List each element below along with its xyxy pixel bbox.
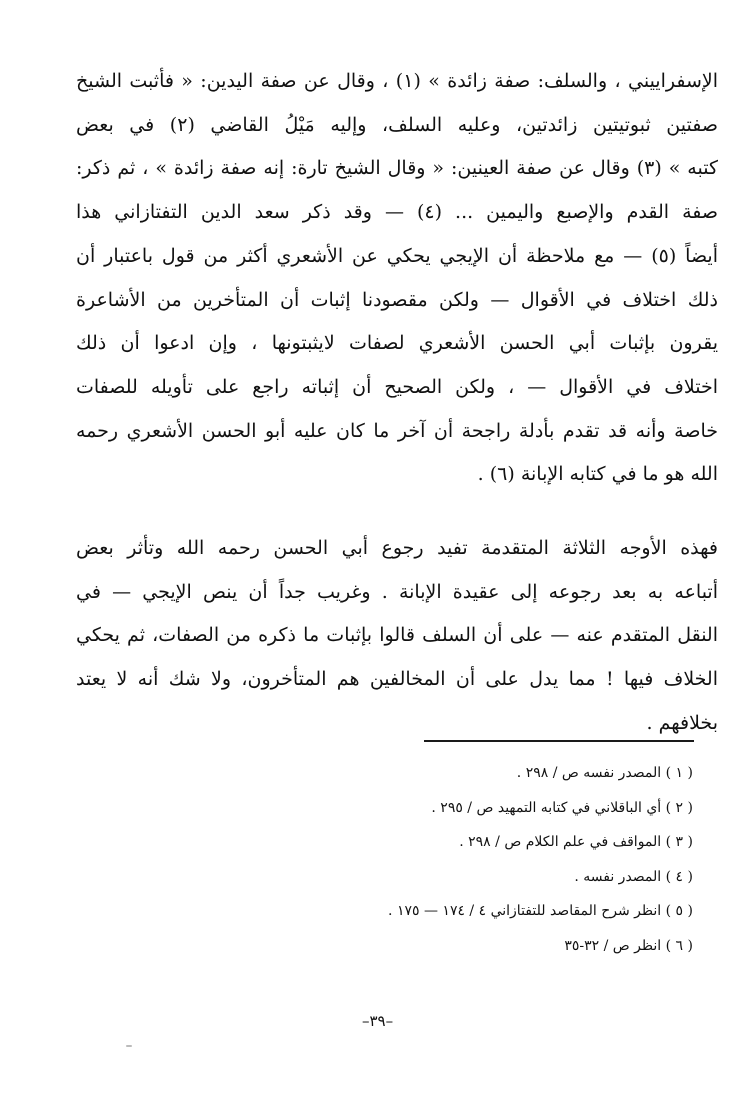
footnote: ( ٢ ) أي الباقلاني في كتابه التمهيد ص / ٢٩٥ . [431, 799, 693, 816]
footnotes-list [273, 756, 693, 964]
text-line: الخلاف فيها ! مما يدل على أن المخالفين هم المتأخرون، ولا شك أنه لا يعتد [76, 668, 718, 691]
footnote: ( ٣ ) المواقف في علم الكلام ص / ٢٩٨ . [459, 834, 693, 851]
footnote: ( ٦ ) انظر ص / ٣٢-٣٥ [564, 937, 693, 954]
text-line: النقل المتقدم عنه — على أن السلف قالوا بإثبات ما ذكره من الصفات، ثم يحكي [76, 624, 718, 647]
text-line: ذلك اختلاف في الأقوال — ولكن مقصودنا إثبات أن المتأخرين من الأشاعرة [76, 288, 718, 311]
page-number: –٣٩– [361, 1012, 394, 1030]
footnote: ( ١ ) المصدر نفسه ص / ٢٩٨ . [516, 765, 693, 781]
body-paragraph-2 [76, 527, 718, 746]
scan-speck [126, 1045, 132, 1047]
text-line: اختلاف في الأقوال — ، ولكن الصحيح أن إثباته راجع على تأويله للصفات [76, 375, 718, 398]
footnote: ( ٤ ) المصدر نفسه . [574, 868, 693, 885]
text-line: خاصة وأنه قد تقدم بأدلة راجحة أن آخر ما كان عليه أبو الحسن الأشعري رحمه [76, 419, 718, 442]
text-line: أيضاً (٥) — مع ملاحظة أن الإيجي يحكي عن الأشعري أكثر من قول باعتبار أن [76, 244, 718, 267]
text-line: الله هو ما في كتابه الإبانة (٦) . [477, 463, 718, 486]
body-paragraph-1 [76, 60, 718, 497]
text-line: الإسفراييني ، والسلف: صفة زائدة » (١) ، وقال عن صفة اليدين: « فأثبت الشيخ [76, 70, 718, 92]
text-line: صفة القدم والإصبع واليمين ... (٤) — وقد ذكر سعد الدين التفتازاني هذا [76, 201, 718, 224]
text-line: فهذه الأوجه الثلاثة المتقدمة تفيد رجوع أبي الحسن رحمه الله وتأثر بعض [76, 537, 718, 559]
text-line: يقرون بإثبات أبي الحسن الأشعري لصفات لايثبتونها ، وإن ادعوا أن ذلك [76, 332, 718, 355]
text-line: كتبه » (٣) وقال عن صفة العينين: « وقال الشيخ تارة: إنه صفة زائدة » ، ثم ذكر: [76, 157, 718, 180]
footnote: ( ٥ ) انظر شرح المقاصد للتفتازاني ٤ / ١٧٤ — ١٧٥ . [388, 903, 693, 920]
text-line: بخلافهم . [646, 711, 718, 734]
text-line: أتباعه به بعد رجوعه إلى عقيدة الإبانة . وغريب جداً أن ينص الإيجي — في [76, 580, 718, 603]
footnote-divider [424, 740, 694, 742]
text-line: صفتين ثبوتيتين زائدتين، وعليه السلف، وإليه مَيْلُ القاضي (٢) في بعض [76, 113, 718, 136]
